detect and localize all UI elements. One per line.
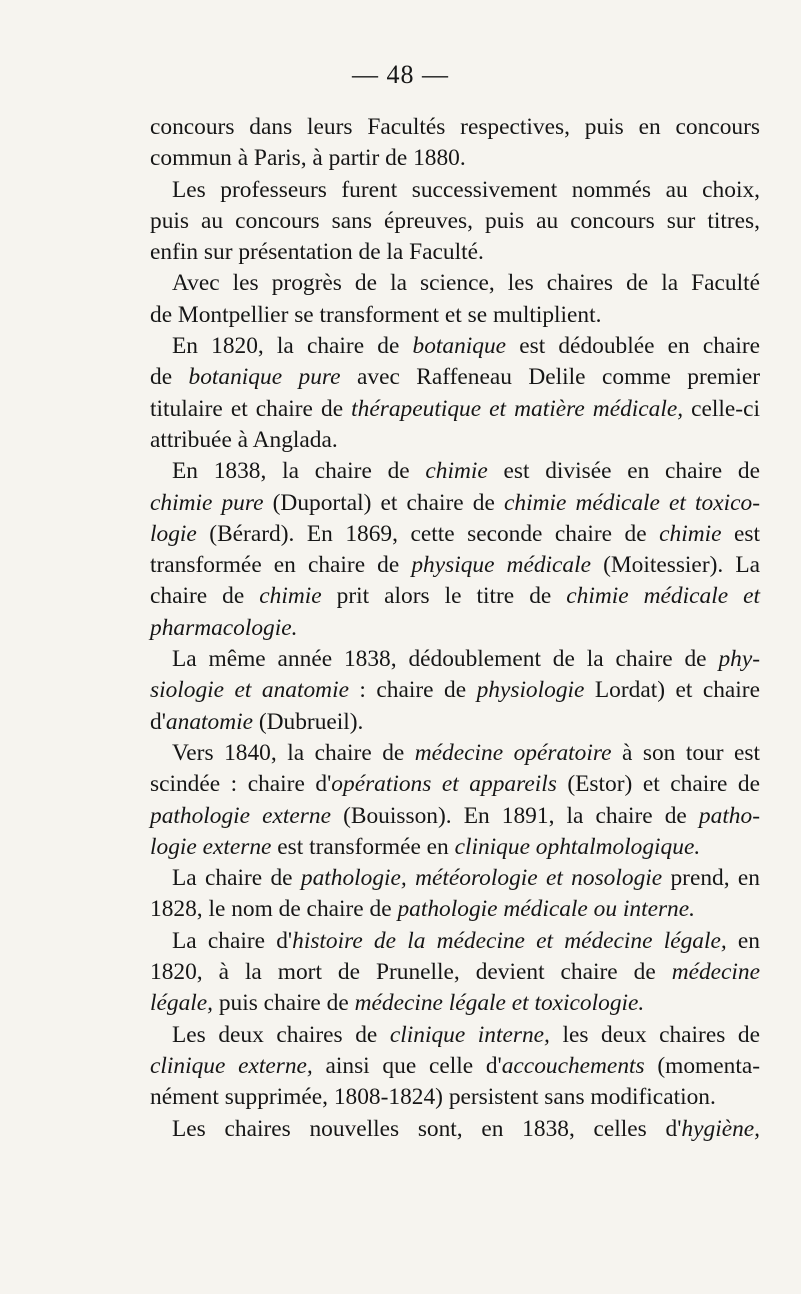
text-line [150, 1020, 760, 1051]
text-segment: de [150, 364, 189, 391]
text-segment: : chaire de [348, 677, 477, 704]
italic-segment: clinique interne, [389, 1021, 550, 1048]
italic-segment: légale, [150, 990, 213, 1017]
italic-segment: siologie et anatomie [150, 677, 349, 704]
text-segment: 1820, à la mort de Prunelle, devient chaire de [150, 959, 672, 986]
text-line [150, 707, 760, 738]
text-line [150, 394, 760, 425]
italic-segment: chimie [425, 458, 488, 485]
text-segment: Les professeurs furent successivement nommés au choix, [172, 176, 760, 203]
text-line [150, 1114, 760, 1145]
text-segment: (Bérard). En 1869, cette seconde chaire de [196, 520, 660, 547]
italic-segment: opérations et appareils [331, 771, 557, 798]
text-segment: puis chaire de [213, 990, 355, 1017]
text-segment: concours dans leurs Facultés respectives, puis en concours [150, 114, 760, 140]
text-segment: attribuée à Anglada. [150, 426, 338, 453]
italic-segment: botanique pure [188, 364, 341, 391]
text-segment: (Bouisson). En 1891, la chaire de [330, 802, 699, 829]
text-segment: Les deux chaires de [172, 1021, 390, 1048]
text-segment: celle-ci [683, 395, 760, 422]
text-line [150, 425, 760, 456]
text-segment: est dédoublée en chaire [506, 333, 761, 360]
text-line [150, 801, 760, 832]
text-line [150, 1051, 760, 1082]
italic-segment: hygiène, [681, 1115, 760, 1142]
text-line [150, 738, 760, 769]
italic-segment: chimie pure [150, 489, 264, 516]
italic-segment: anatomie [165, 708, 253, 735]
text-segment: Vers 1840, la chaire de [172, 739, 415, 766]
text-segment: (Dubrueil). [252, 708, 364, 735]
text-line [150, 832, 760, 863]
italic-segment: médecine légale et toxicologie. [354, 990, 645, 1017]
text-segment: chaire de [150, 583, 260, 610]
italic-segment: pharmacologie. [150, 614, 298, 641]
text-line [150, 863, 760, 894]
text-line [150, 488, 760, 519]
italic-segment: chimie médicale et [566, 583, 760, 610]
italic-segment: histoire de la médecine et médecine légale, [292, 927, 727, 954]
text-line [150, 550, 760, 581]
italic-segment: clinique ophtalmologique. [454, 833, 701, 860]
text-segment: commun à Paris, à partir de 1880. [150, 145, 466, 172]
text-segment: 1828, le nom de chaire de [150, 896, 398, 923]
text-segment: prit alors le titre de [321, 583, 567, 610]
italic-segment: accouchements [501, 1052, 645, 1079]
text-segment: de Montpellier se transforment et se multiplient. [150, 301, 602, 328]
text-segment: En 1838, la chaire de [172, 458, 426, 485]
italic-segment: médecine [671, 959, 760, 986]
body-text [150, 112, 760, 1145]
text-segment: Lordat) et chaire [584, 677, 760, 704]
text-line [150, 644, 760, 675]
italic-segment: logie externe [150, 833, 272, 860]
text-line [150, 112, 760, 143]
italic-segment: pathologie externe [150, 802, 331, 829]
text-segment: transformée en chaire de [150, 552, 412, 579]
text-segment: les deux chaires de [549, 1021, 760, 1048]
italic-segment: chimie [259, 583, 322, 610]
text-segment: (Moitessier). La [590, 552, 760, 579]
text-segment: en [726, 927, 760, 954]
text-line [150, 206, 760, 237]
text-line [150, 362, 760, 393]
italic-segment: physiologie [476, 677, 585, 704]
text-line [150, 456, 760, 487]
text-line [150, 613, 760, 644]
text-line [150, 143, 760, 174]
text-line [150, 988, 760, 1019]
text-line [150, 1082, 760, 1113]
text-line [150, 175, 760, 206]
text-segment: La même année 1838, dédoublement de la chaire de [172, 646, 719, 673]
text-line [150, 957, 760, 988]
text-segment: titulaire et chaire de [150, 395, 352, 422]
text-line [150, 926, 760, 957]
text-segment: (momenta- [644, 1052, 760, 1079]
text-line [150, 300, 760, 331]
italic-segment: pathologie, météorologie et nosologie [300, 865, 663, 892]
text-segment: (Estor) et chaire de [556, 771, 760, 798]
text-segment: avec Raffeneau Delile comme premier [340, 364, 761, 391]
text-segment: En 1820, la chaire de [172, 333, 413, 360]
italic-segment: clinique externe, [150, 1052, 313, 1079]
italic-segment: phy- [718, 646, 760, 673]
italic-segment: chimie médicale et toxico- [504, 489, 761, 516]
italic-segment: thérapeutique et matière médicale, [351, 395, 684, 422]
text-line [150, 769, 760, 800]
text-line [150, 581, 760, 612]
text-segment: (Duportal) et chaire de [263, 489, 504, 516]
italic-segment: chimie [659, 520, 722, 547]
text-segment: nément supprimée, 1808-1824) persistent sans modification. [150, 1084, 716, 1111]
text-segment: enfin sur présentation de la Faculté. [150, 239, 484, 266]
text-segment: prend, en [662, 865, 760, 892]
text-line [150, 894, 760, 925]
text-segment: est transformée en [271, 833, 455, 860]
text-line [150, 675, 760, 706]
text-segment: est [721, 520, 760, 547]
text-segment: scindée : chaire d' [150, 771, 332, 798]
text-line [150, 237, 760, 268]
text-line [150, 268, 760, 299]
italic-segment: physique médicale [411, 552, 591, 579]
italic-segment: logie [150, 520, 197, 547]
page-number: — 48 — [352, 60, 449, 89]
italic-segment: médecine opératoire [414, 739, 612, 766]
text-segment: à son tour est [611, 739, 760, 766]
text-segment: est divisée en chaire de [487, 458, 760, 485]
italic-segment: patho- [698, 802, 760, 829]
text-segment: Les chaires nouvelles sont, en 1838, celles d' [172, 1115, 682, 1142]
text-segment: d' [150, 708, 166, 735]
text-segment: Avec les progrès de la science, les chaires de la Faculté [172, 270, 760, 297]
italic-segment: pathologie médicale ou interne. [397, 896, 695, 923]
text-line [150, 519, 760, 550]
italic-segment: botanique [412, 333, 507, 360]
text-segment: La chaire d' [172, 927, 293, 954]
text-segment: ainsi que celle d' [312, 1052, 502, 1079]
text-segment: La chaire de [172, 865, 301, 892]
text-line [150, 331, 760, 362]
text-segment: puis au concours sans épreuves, puis au concours sur titres, [150, 207, 760, 234]
